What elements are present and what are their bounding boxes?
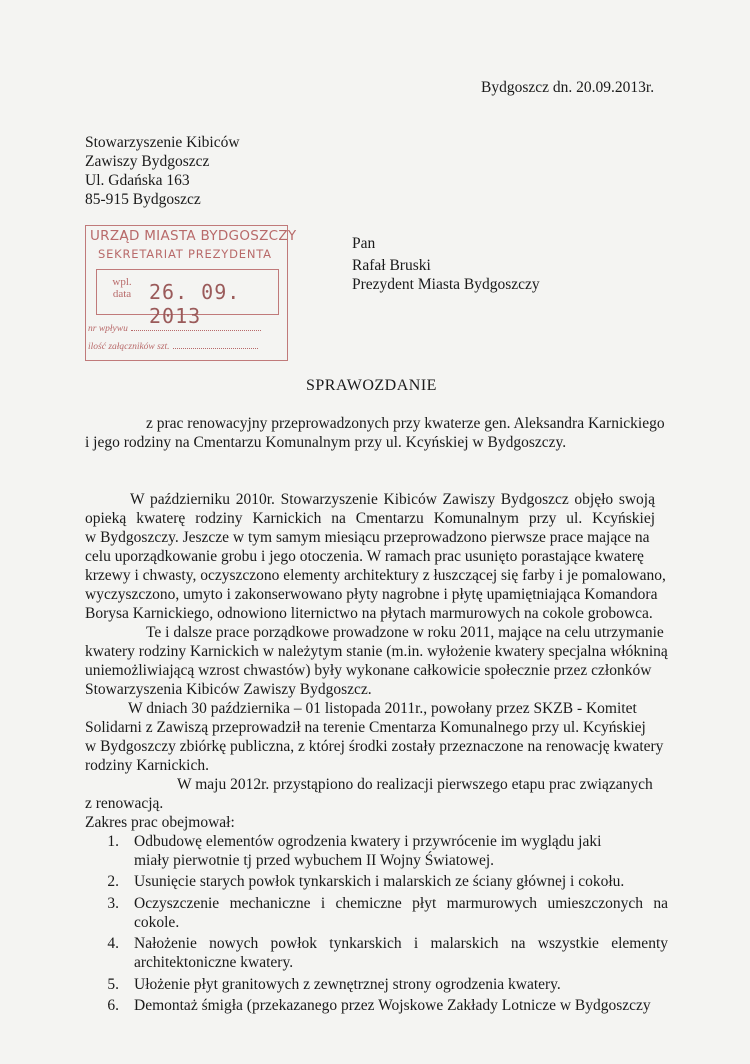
list-text: miały pierwotnie tj przed wybuchem II Wojny Światowej. (134, 852, 495, 869)
stamp-attachments-line (88, 340, 258, 352)
paragraph-line: uniemożliwiającą wzrost chwastów) były wykonane całkowicie społecznie przez członków (85, 662, 652, 679)
paragraph-line: W maju 2012r. przystąpiono do realizacji pierwszego etapu prac związanych (177, 776, 653, 793)
scope-label: Zakres prac obejmował: (85, 814, 235, 831)
stamp-date-box (96, 269, 279, 328)
stamp-number-label: nr wpływu (88, 324, 128, 334)
paragraph-line: kwatery rodziny Karnickich w należytym stanie (m.in. wyłożenie kwatery specjalna włókniną (85, 643, 668, 660)
paragraph-line: celu uporządkowanie grobu i jego otoczenia. W ramach prac usunięto porastające kwaterę (85, 548, 644, 565)
paragraph-line: w Bydgoszczy. Jeszcze w tym samym miesiącu przeprowadzono pierwsze prace mające na (85, 529, 650, 546)
list-number: 3. (107, 895, 119, 912)
stamp-title: URZĄD MIASTA BYDGOSZCZY (90, 228, 297, 244)
recipient-line: Prezydent Miasta Bydgoszczy (352, 276, 540, 293)
list-number: 5. (107, 976, 119, 993)
paragraph-line: rodziny Karnickich. (85, 757, 209, 774)
list-text: Usunięcie starych powłok tynkarskich i malarskich ze ściany głównej i cokołu. (134, 873, 625, 890)
paragraph-line: Solidarni z Zawiszą przeprowadził na terenie Cmentarza Komunalnego przy ul. Kcyńskiej (85, 719, 646, 736)
list-text: Ułożenie płyt granitowych z zewnętrznej strony ogrodzenia kwatery. (134, 976, 561, 993)
recipient-line: Rafał Bruski (352, 257, 431, 274)
list-text: cokole. (134, 914, 180, 931)
list-text: Nałożenie nowych powłok tynkarskich i malarskich na wszystkie elementy (134, 935, 668, 952)
stamp-received-date: 26. 09. 2013 (149, 280, 241, 328)
received-stamp (85, 225, 297, 361)
sender-line: Stowarzyszenie Kibiców (85, 134, 240, 151)
list-number: 2. (107, 873, 119, 890)
stamp-subtitle: SEKRETARIAT PREZYDENTA (98, 247, 272, 261)
paragraph-line: W dniach 30 października – 01 listopada 2011r., powołany przez SKZB - Komitet (128, 700, 637, 717)
list-number: 1. (107, 833, 119, 850)
list-text: Demontaż śmigła (przekazanego przez Wojskowe Zakłady Lotnicze w Bydgoszczy (134, 997, 651, 1014)
recipient-line: Pan (352, 235, 376, 252)
sender-line: Zawiszy Bydgoszcz (85, 153, 210, 170)
list-number: 4. (107, 935, 119, 952)
paragraph-line: Borysa Karnickiego, odnowiono liternictwo na płytach marmurowych na cokole grobowca. (85, 605, 653, 622)
paragraph-line: Te i dalsze prace porządkowe prowadzone w roku 2011, mające na celu utrzymanie (146, 624, 664, 641)
paragraph-line: Stowarzyszenia Kibiców Zawiszy Bydgoszcz. (85, 681, 372, 698)
stamp-attachments-label: ilość załączników szt. (88, 342, 170, 352)
list-text: architektoniczne kwatery. (134, 954, 294, 971)
paragraph-line: krzewy i chwasty, oczyszczono elementy architektury z łuszczącej się farby i je pomalowano, (85, 567, 666, 584)
dotted-line (173, 340, 258, 349)
subtitle-line: z prac renowacyjny przeprowadzonych przy kwaterze gen. Aleksandra Karnickiego (146, 415, 665, 432)
stamp-received-label: wpl. data (112, 276, 132, 300)
paragraph-line: z renowacją. (85, 795, 164, 812)
place-date: Bydgoszcz dn. 20.09.2013r. (481, 79, 655, 96)
list-text: Oczyszczenie mechaniczne i chemiczne płyt marmurowych umieszczonych na (134, 895, 668, 912)
paragraph-line: w Bydgoszczy zbiórkę publiczna, z której środki zostały przeznaczone na renowację kwatery (85, 738, 664, 755)
paragraph-line: wyczyszczono, umyto i zakonserwowano płyty nagrobne i płytę upamiętniająca Komandora (85, 586, 658, 603)
sender-line: Ul. Gdańska 163 (85, 172, 190, 189)
paragraph-line: opieką kwaterę rodziny Karnickich na Cmentarzu Komunalnym przy ul. Kcyńskiej (85, 510, 655, 527)
document-title: SPRAWOZDANIE (306, 377, 437, 394)
stamp-number-line (88, 322, 261, 334)
subtitle-line: i jego rodziny na Cmentarzu Komunalnym przy ul. Kcyńskiej w Bydgoszczy. (85, 434, 567, 451)
sender-line: 85-915 Bydgoszcz (85, 191, 201, 208)
paragraph-line: W październiku 2010r. Stowarzyszenie Kibiców Zawiszy Bydgoszcz objęło swoją (130, 491, 655, 508)
list-number: 6. (107, 997, 119, 1014)
dotted-line (131, 322, 261, 331)
list-text: Odbudowę elementów ogrodzenia kwatery i przywrócenie im wyglądu jaki (134, 833, 602, 850)
